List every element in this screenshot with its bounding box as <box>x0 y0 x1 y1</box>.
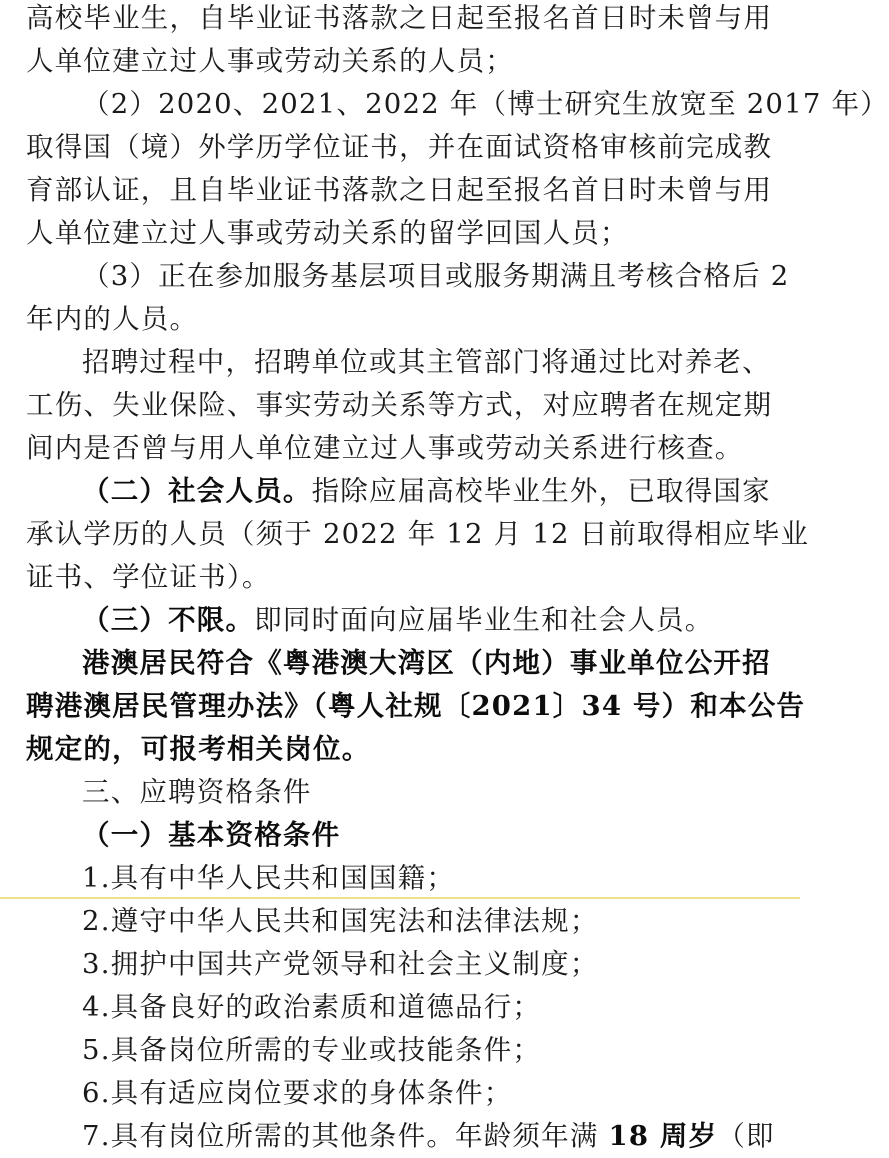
text-line: （2）2020、2021、2022 年（博士研究生放宽至 2017 年） <box>82 88 889 120</box>
scan-divider <box>0 897 800 899</box>
list-item-text: （即 <box>717 1120 775 1152</box>
section-label: （三） <box>82 604 169 636</box>
text-line <box>82 598 778 642</box>
list-item: 4.具备良好的政治素质和道德品行； <box>82 991 542 1023</box>
text-line: 规定的，可报考相关岗位。 <box>26 733 371 765</box>
text-line: 人单位建立过人事或劳动关系的人员； <box>26 45 514 77</box>
list-item-text: 7.具有岗位所需的其他条件。年龄须年满 <box>82 1120 609 1152</box>
age-requirement: 18 周岁 <box>608 1120 718 1152</box>
section-heading: 三、应聘资格条件 <box>82 776 312 808</box>
text-line: 聘港澳居民管理办法》（粤人社规〔2021〕34 号）和本公告 <box>26 690 806 722</box>
section-text: 指除应届高校毕业生外，已取得国家 <box>311 475 771 507</box>
list-item: 2.遵守中华人民共和国宪法和法律法规； <box>82 905 599 937</box>
text-line: 高校毕业生，自毕业证书落款之日起至报名首日时未曾与用 <box>26 2 773 34</box>
list-item: 6.具有适应岗位要求的身体条件； <box>82 1077 513 1109</box>
section-text: 即同时面向应届毕业生和社会人员。 <box>254 604 714 636</box>
text-line: 人单位建立过人事或劳动关系的留学回国人员； <box>26 217 629 249</box>
text-line: 证书、学位证书）。 <box>26 561 271 593</box>
text-line: 招聘过程中，招聘单位或其主管部门将通过比对养老、 <box>82 346 771 378</box>
section-heading: 不限。 <box>168 604 255 636</box>
section-heading: 社会人员。 <box>168 475 312 507</box>
text-line: 间内是否曾与用人单位建立过人事或劳动关系进行核查。 <box>26 432 744 464</box>
text-line: 承认学历的人员（须于 2022 年 12 月 12 日前取得相应毕业 <box>26 518 810 550</box>
list-item: 5.具备岗位所需的专业或技能条件； <box>82 1034 542 1066</box>
text-line: 育部认证，且自毕业证书落款之日起至报名首日时未曾与用 <box>26 174 773 206</box>
text-line: （3）正在参加服务基层项目或服务期满且考核合格后 2 <box>82 260 790 292</box>
list-item <box>82 1114 778 1158</box>
text-line: 取得国（境）外学历学位证书，并在面试资格审核前完成教 <box>26 131 773 163</box>
list-item: 1.具有中华人民共和国国籍； <box>82 862 456 894</box>
text-line: 年内的人员。 <box>26 303 199 335</box>
text-line: 工伤、失业保险、事实劳动关系等方式，对应聘者在规定期 <box>26 389 773 421</box>
subsection-heading: （一）基本资格条件 <box>82 819 341 851</box>
section-label: （二） <box>82 475 169 507</box>
list-item: 3.拥护中国共产党领导和社会主义制度； <box>82 948 599 980</box>
text-line <box>82 469 778 513</box>
text-line: 港澳居民符合《粤港澳大湾区（内地）事业单位公开招 <box>82 647 771 679</box>
